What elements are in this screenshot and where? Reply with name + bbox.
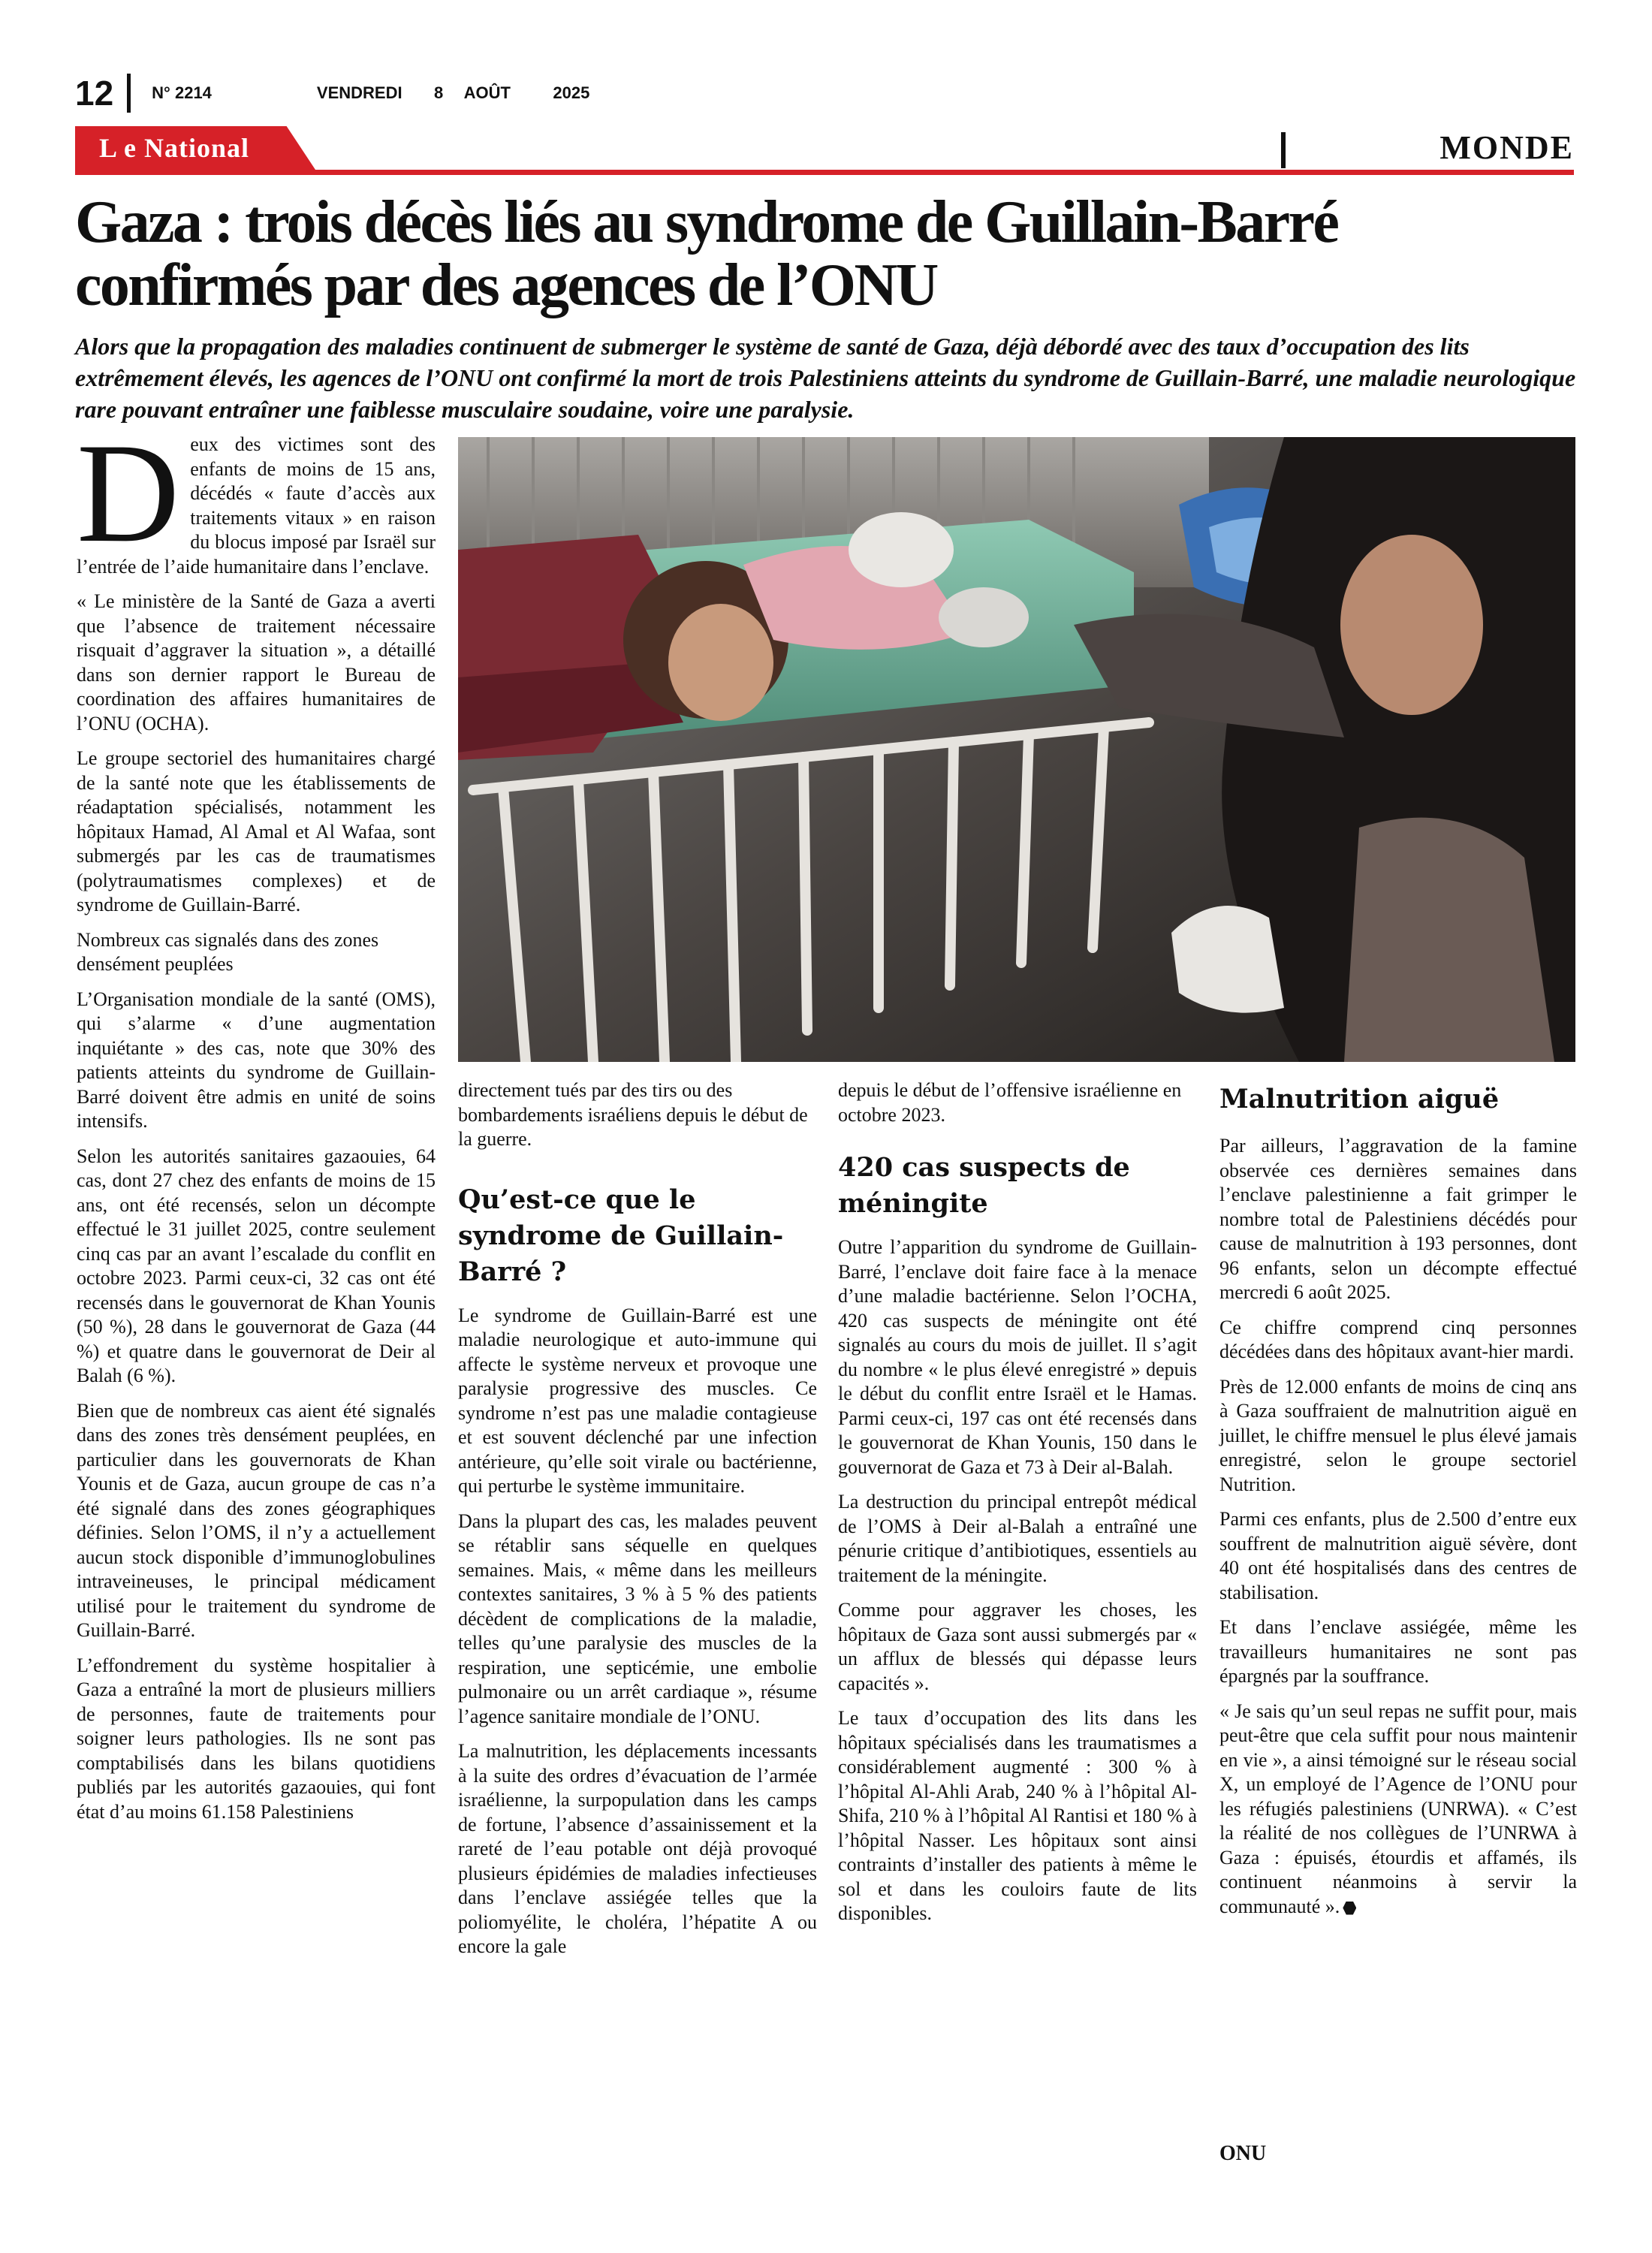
paragraph: Selon les autorités sanitaires gazaouies, 64 cas, dont 27 chez des enfants de moins de 15 ans, ont été recensés, selon un décompte effectué le 31 juillet 2025, contre seulement cinq cas par an avant l’escalade du conflit en octobre 2023. Parmi ceux-ci, 32 cas ont été recensés dans le gouvernorat de Khan Younis (50 %), 28 dans le gouvernorat de Gaza (44 %) et quatre dans le gouvernorat de Deir al Balah (6 %). bbox=[77, 1145, 436, 1386]
subheading-paragraph: Nombreux cas signalés dans des zones densément peuplées bbox=[77, 928, 379, 975]
issue-date: VENDREDI 8 AOÛT 2025 bbox=[316, 83, 590, 102]
subheading-guillain-barre: Qu’est-ce que le syndrome de Guillain-Barré ? bbox=[458, 1184, 784, 1287]
paragraph: L’effondrement du système hospitalier à Gaza a entraîné la mort de plusieurs milliers de personnes, faute de traitements pour soigner leurs pathologies. Ils ne sont pas comptabilisés dans les bilans quotidiens publiés par les autorités gazaouies, qui font état d’au moins 61.158 Palestiniens bbox=[77, 1654, 436, 1823]
paragraph: Comme pour aggraver les choses, les hôpitaux de Gaza sont aussi submergés par « un afflux de blessés qui dépasse leurs capacités ». bbox=[838, 1599, 1197, 1694]
paragraph: Parmi ces enfants, plus de 2.500 d’entre eux souffrent de malnutrition aiguë sévère, dont 40 ont été hospitalisés dans des centres de stabilisation. bbox=[1219, 1508, 1577, 1603]
article-photo bbox=[458, 437, 1575, 1062]
issue-number: N° 2214 bbox=[152, 83, 212, 102]
brand-label: L e National bbox=[99, 133, 250, 163]
column-4 bbox=[1219, 1078, 1577, 1929]
paragraph: Par ailleurs, l’aggravation de la famine observée ces dernières semaines dans l’enclave palestinienne a fait grimper le nombre total de Palestiniens décédés pour cause de malnutrition à 193 personnes, dont 96 enfants, selon un décompte effectué mercredi 6 août 2025. bbox=[1219, 1135, 1577, 1303]
section-divider bbox=[1281, 132, 1286, 168]
paragraph: La malnutrition, les déplacements incessants à la suite des ordres d’évacuation de l’armée israélienne, la surpopulation dans les camps de fortune, l’absence d’assainissement et la rareté de l’eau potable ont déjà provoqué plusieurs épidémies de maladies infectieuses dans l’enclave assiégée telles que la poliomyélite, le choléra, l’hépatite A ou encore la gale bbox=[458, 1740, 817, 1957]
column-1 bbox=[77, 415, 436, 1835]
article-signature: ONU bbox=[1219, 2142, 1267, 2165]
column-2 bbox=[458, 1078, 817, 1970]
section-label: MONDE bbox=[1439, 129, 1574, 166]
subheading-malnutrition: Malnutrition aiguë bbox=[1219, 1084, 1500, 1114]
paragraph: L’Organisation mondiale de la santé (OMS), qui s’alarme « d’une augmentation inquiétante » des cas, note que 30% des patients atteints du syndrome de Guillain-Barré doivent être admis en unité de soins intensifs. bbox=[77, 988, 436, 1132]
lead-paragraph: Deux des victimes sont des enfants de moins de 15 ans, décédés « faute d’accès aux traitements vitaux » en raison du blocus imposé par Israël sur l’entrée de l’aide humanitaire dans l’enclave. bbox=[77, 415, 436, 578]
folio-divider bbox=[127, 74, 131, 113]
paragraph: Le syndrome de Guillain-Barré est une maladie neurologique et auto-immune qui affecte le système nerveux et provoque une paralysie progressive des muscles. Ce syndrome n’est pas une maladie contagieuse et est souvent déclenché par une infection antérieure, qu’elle soit virale ou bactérienne, qui perturbe le système immunitaire. bbox=[458, 1304, 817, 1497]
drop-cap: D bbox=[77, 415, 180, 572]
folio-line bbox=[75, 74, 589, 113]
paragraph: La destruction du principal entrepôt médical de l’OMS à Deir al-Balah a entraîné une pénurie critique d’antibiotiques, essentiels au traitement de la méningite. bbox=[838, 1491, 1197, 1586]
paragraph: Dans la plupart des cas, les malades peuvent se rétablir sans séquelle en quelques semaines. Mais, « même dans les meilleurs contextes sanitaires, 3 % à 5 % des patients décèdent de complications de la maladie, telles qu’une paralysie des muscles de la respiration, une septicémie, une embolie pulmonaire ou un arrêt cardiaque », résume l’agence sanitaire mondiale de l’ONU. bbox=[458, 1510, 817, 1727]
paragraph: Ce chiffre comprend cinq personnes décédées dans des hôpitaux avant-hier mardi. bbox=[1219, 1316, 1577, 1362]
column-3 bbox=[838, 1078, 1197, 1937]
paragraph: Bien que de nombreux cas aient été signalés dans des zones très densément peuplées, en particulier dans les gouvernorats de Khan Younis et de Gaza, aucun groupe de cas n’a été signalé dans des zones géographiques définies. Selon l’OMS, il n’y a actuellement aucun stock disponible d’immunoglobulines intraveineuses, le principal médicament utilisé pour le traitement du syndrome de Guillain-Barré. bbox=[77, 1399, 436, 1641]
hospital-photo-illustration bbox=[458, 437, 1575, 1062]
paragraph: « Le ministère de la Santé de Gaza a averti que l’absence de traitement nécessaire risquait d’aggraver la situation », a détaillé dans son dernier rapport le Bureau de coordination des affaires humanitaires de l’ONU (OCHA). bbox=[77, 590, 436, 734]
end-mark-icon bbox=[1343, 1902, 1356, 1915]
headline: Gaza : trois décès liés au syndrome de Guillain-Barré confirmés par des agences de l’ONU bbox=[75, 189, 1338, 318]
continuation-paragraph: depuis le début de l’offensive israélienne en octobre 2023. bbox=[838, 1079, 1182, 1126]
section-rule bbox=[75, 170, 1574, 175]
paragraph: Et dans l’enclave assiégée, même les travailleurs humanitaires ne sont pas épargnés par la souffrance. bbox=[1219, 1616, 1577, 1687]
paragraph: Près de 12.000 enfants de moins de cinq ans à Gaza souffraient de malnutrition aiguë en juillet, le chiffre mensuel le plus élevé jamais enregistré, selon le groupe sectoriel Nutrition. bbox=[1219, 1375, 1577, 1495]
paragraph: Le taux d’occupation des lits dans les hôpitaux spécialisés dans les traumatismes a considérablement augmenté : 300 % à l’hôpital Al-Ahli Arab, 240 % à l’hôpital Al-Shifa, 210 % à l’hôpital Al Rantisi et 180 % à l’hôpital Nasser. Les hôpitaux sont ainsi contraints d’installer des patients à même le sol et dans les couloirs faute de lits disponibles. bbox=[838, 1707, 1197, 1924]
closing-paragraph: « Je sais qu’un seul repas ne suffit pour, mais peut-être que cela suffit pour nous maintenir en vie », a ainsi témoigné sur le réseau social X, un employé de l’Agence de l’ONU pour les réfugiés palestiniens (UNRWA). « C’est la réalité de nos collègues de l’UNRWA à Gaza : épuisés, étourdis et affamés, ils continuent néanmoins à servir la communauté ». bbox=[1219, 1700, 1577, 1917]
subheading-meningitis: 420 cas suspects de méningite bbox=[838, 1152, 1130, 1219]
paragraph: Outre l’apparition du syndrome de Guillain-Barré, l’enclave doit faire face à la menace d’une maladie bactérienne. Selon l’OCHA, 420 cas suspects de méningite ont été signalés au cours du mois de juillet. Il s’agit du nombre « le plus élevé enregistré » depuis le début du conflit entre Israël et le Hamas. Parmi ceux-ci, 197 cas ont été recensés dans le gouvernorat de Khan Younis, 150 dans le gouvernorat de Gaza et 73 à Deir al-Balah. bbox=[838, 1236, 1197, 1478]
page-number: 12 bbox=[75, 74, 114, 113]
standfirst: Alors que la propagation des maladies continuent de submerger le système de santé de Gaza, déjà débordé avec des taux d’occupation des lits extrêmement élevés, les agences de l’ONU ont confirmé la mort de trois Palestiniens atteints du syndrome de Guillain-Barré, une maladie neurologique rare pouvant entraîner une faiblesse musculaire soudaine, voire une paralysie. bbox=[75, 333, 1576, 423]
continuation-paragraph: directement tués par des tirs ou des bombardements israéliens depuis le début de la guerre. bbox=[458, 1079, 808, 1150]
paragraph: Le groupe sectoriel des humanitaires chargé de la santé note que les établissements de réadaptation spécialisés, notamment les hôpitaux Hamad, Al Amal et Al Wafaa, sont submergés par les cas de traumatismes (polytraumatismes complexes) et de syndrome de Guillain-Barré. bbox=[77, 747, 436, 915]
